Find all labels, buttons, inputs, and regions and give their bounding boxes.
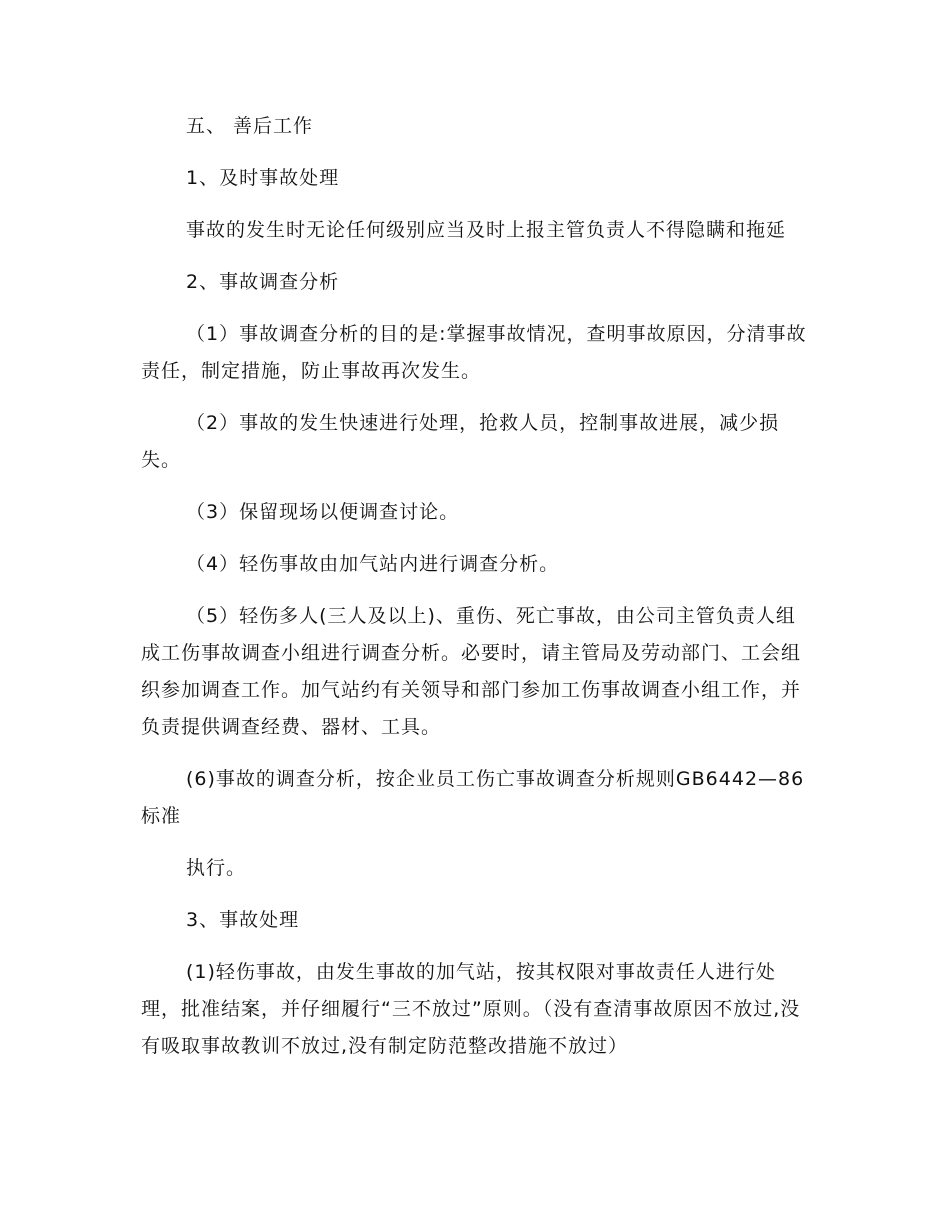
- item-heading-2: 2、事故调查分析: [186, 271, 340, 293]
- paragraph: (6)事故的调查分析，按企业员工伤亡事故调查分析规则GB6442—86标准: [141, 768, 805, 827]
- paragraph: （5）轻伤多人(三人及以上)、重伤、死亡事故，由公司主管负责人组成工伤事故调查小组进行调查分析。必要时，请主管局及劳动部门、工会组织参加调查工作。加气站约有关领导和部门参加工伤事故调查小组工作，并负责提供调查经费、器材、工具。: [141, 605, 802, 738]
- paragraph: 执行。: [186, 857, 247, 879]
- paragraph: （4）轻伤事故由加气站内进行调查分析。: [186, 553, 560, 575]
- paragraph: (1)轻伤事故，由发生事故的加气站，按其权限对事故责任人进行处理，批准结案，并仔细履行“三不放过”原则。（没有查清事故原因不放过,没有吸取事故教训不放过,没有制定防范整改措施不放过）: [141, 961, 801, 1057]
- section-heading: 五、 善后工作: [186, 115, 314, 137]
- item-heading-3: 3、事故处理: [186, 909, 300, 931]
- paragraph: （1）事故调查分析的目的是:掌握事故情况，查明事故原因，分清事故责任，制定措施，防止事故再次发生。: [141, 323, 807, 382]
- document-body: [141, 108, 811, 1080]
- paragraph: （2）事故的发生快速进行处理，抢救人员，控制事故进展，减少损失。: [141, 412, 780, 471]
- paragraph: 事故的发生时无论任何级别应当及时上报主管负责人不得隐瞒和拖延: [186, 219, 787, 241]
- paragraph: （3）保留现场以便调查讨论。: [186, 501, 460, 523]
- item-heading-1: 1、及时事故处理: [186, 167, 340, 189]
